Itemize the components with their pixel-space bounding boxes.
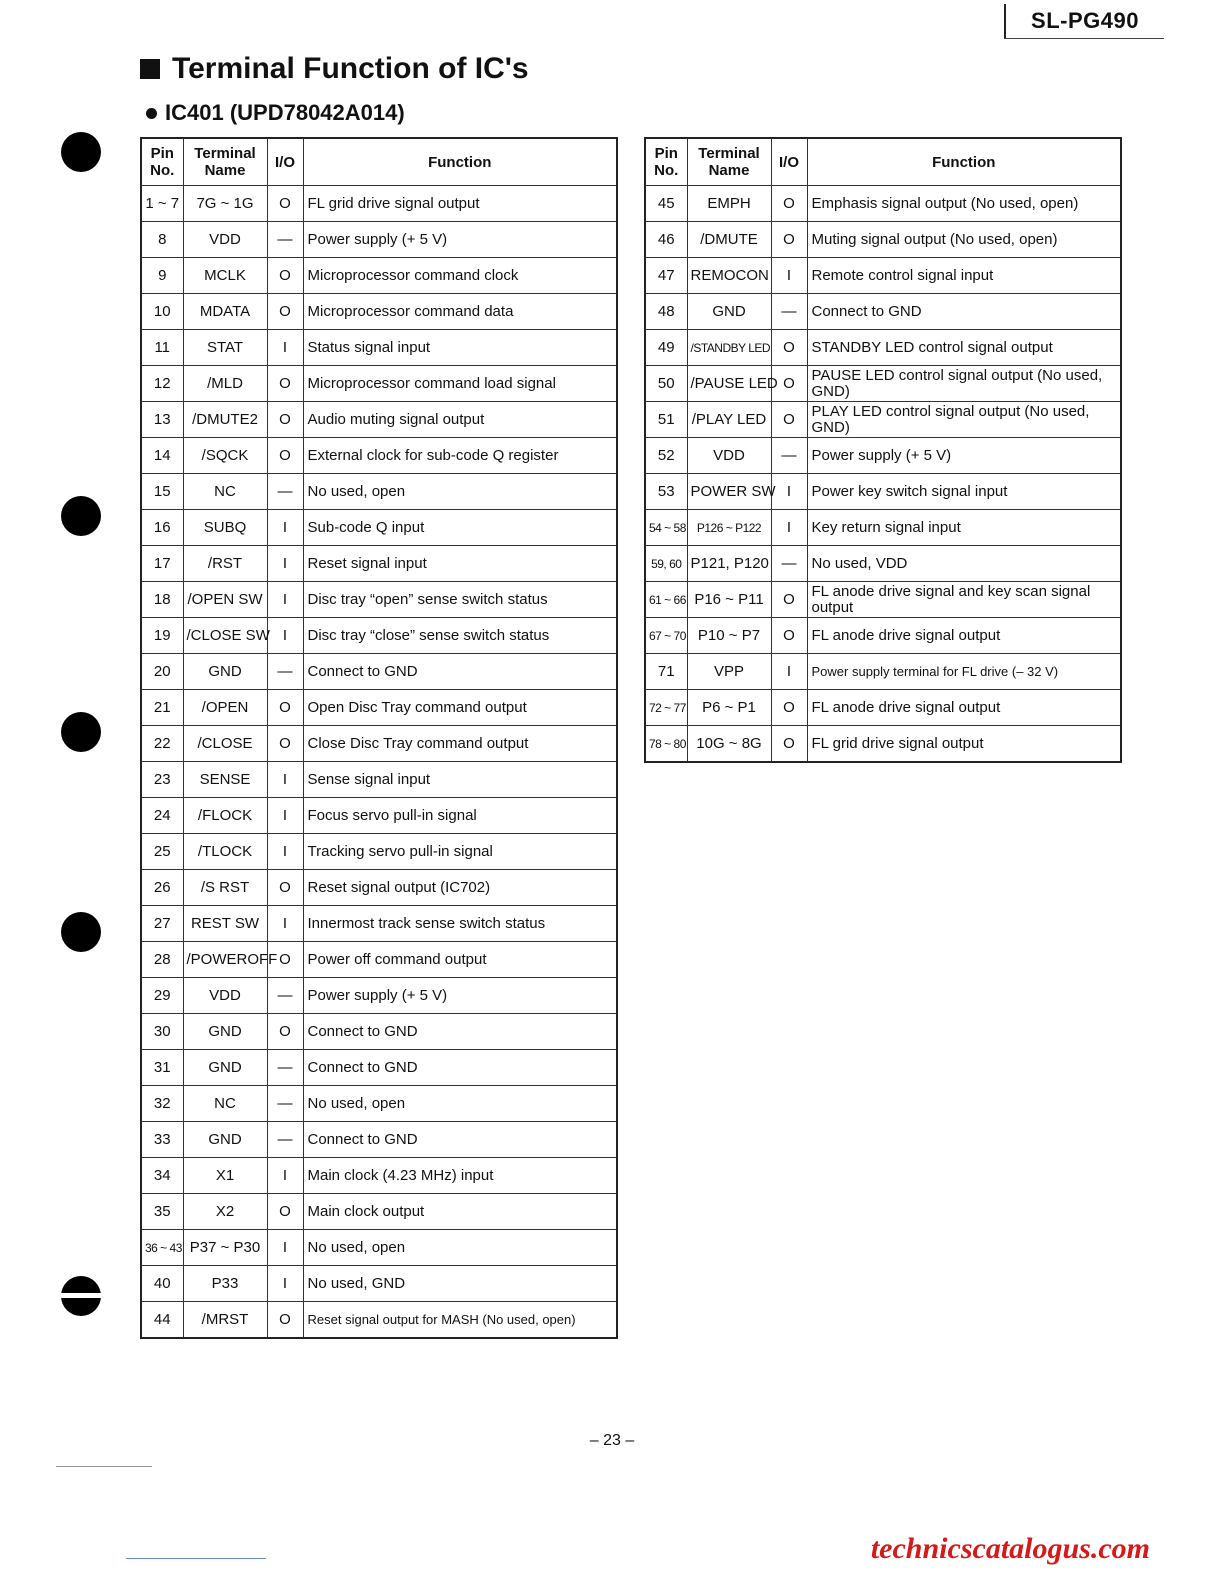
col-header-pin: Pin No.	[141, 138, 183, 186]
terminal-name-cell: /DMUTE	[687, 222, 771, 258]
terminal-name-cell: REMOCON	[687, 258, 771, 294]
function-cell: Muting signal output (No used, open)	[807, 222, 1121, 258]
table-row	[645, 690, 1121, 726]
io-cell: I	[771, 258, 807, 294]
pin-cell: 45	[645, 186, 687, 222]
io-cell: O	[267, 438, 303, 474]
function-cell: Power supply (+ 5 V)	[303, 222, 617, 258]
pin-cell: 30	[141, 1014, 183, 1050]
io-cell: —	[771, 294, 807, 330]
function-cell: No used, open	[303, 1086, 617, 1122]
function-cell: Power key switch signal input	[807, 474, 1121, 510]
io-cell: O	[771, 618, 807, 654]
terminal-name-cell: /MRST	[183, 1302, 267, 1339]
pin-cell: 48	[645, 294, 687, 330]
table-row	[141, 690, 617, 726]
io-cell: I	[267, 330, 303, 366]
io-cell: O	[267, 870, 303, 906]
table-row	[141, 906, 617, 942]
pin-cell: 29	[141, 978, 183, 1014]
terminal-name-cell: /TLOCK	[183, 834, 267, 870]
table-row	[141, 186, 617, 222]
table-row	[141, 438, 617, 474]
binder-hole-icon	[61, 912, 101, 952]
terminal-name-cell: P33	[183, 1266, 267, 1302]
model-header-box	[1004, 4, 1164, 39]
io-cell: —	[267, 474, 303, 510]
table-row	[645, 726, 1121, 763]
table-row	[141, 1302, 617, 1339]
pin-cell: 72 ~ 77	[645, 690, 687, 726]
terminal-name-cell: VDD	[183, 978, 267, 1014]
table-row	[141, 402, 617, 438]
terminal-name-cell: EMPH	[687, 186, 771, 222]
table-row	[141, 726, 617, 762]
table-header-row	[645, 138, 1121, 186]
terminal-name-cell: VDD	[687, 438, 771, 474]
terminal-name-cell: /CLOSE SW	[183, 618, 267, 654]
pin-cell: 50	[645, 366, 687, 402]
function-cell: No used, open	[303, 474, 617, 510]
table-row	[645, 618, 1121, 654]
watermark: technicscatalogus.com	[870, 1532, 1150, 1565]
pin-cell: 52	[645, 438, 687, 474]
function-cell: Reset signal input	[303, 546, 617, 582]
io-cell: —	[267, 978, 303, 1014]
binder-hole-icon	[61, 496, 101, 536]
function-cell: FL grid drive signal output	[303, 186, 617, 222]
col-header-io: I/O	[771, 138, 807, 186]
io-cell: O	[771, 366, 807, 402]
pin-cell: 27	[141, 906, 183, 942]
function-cell: Sense signal input	[303, 762, 617, 798]
pin-cell: 13	[141, 402, 183, 438]
io-cell: I	[267, 546, 303, 582]
function-cell: No used, GND	[303, 1266, 617, 1302]
io-cell: I	[771, 510, 807, 546]
table-row	[141, 330, 617, 366]
terminal-name-cell: MDATA	[183, 294, 267, 330]
pin-cell: 22	[141, 726, 183, 762]
terminal-name-cell: /MLD	[183, 366, 267, 402]
terminal-name-cell: /PLAY LED	[687, 402, 771, 438]
terminal-name-cell: P126 ~ P122	[687, 510, 771, 546]
table-header-row	[141, 138, 617, 186]
terminal-name-cell: /SQCK	[183, 438, 267, 474]
terminal-name-cell: NC	[183, 1086, 267, 1122]
io-cell: O	[267, 942, 303, 978]
terminal-name-cell: VPP	[687, 654, 771, 690]
table-row	[141, 654, 617, 690]
terminal-name-cell: GND	[183, 1014, 267, 1050]
terminal-name-cell: /FLOCK	[183, 798, 267, 834]
io-cell: O	[771, 186, 807, 222]
terminal-name-cell: 7G ~ 1G	[183, 186, 267, 222]
table-row	[141, 1158, 617, 1194]
terminal-name-cell: GND	[183, 1050, 267, 1086]
io-cell: I	[267, 1230, 303, 1266]
round-bullet-icon	[146, 108, 157, 119]
table-row	[141, 1194, 617, 1230]
function-cell: Innermost track sense switch status	[303, 906, 617, 942]
table-row	[141, 474, 617, 510]
col-header-name: Terminal Name	[687, 138, 771, 186]
function-cell: Connect to GND	[303, 1122, 617, 1158]
pin-cell: 71	[645, 654, 687, 690]
table-row	[645, 186, 1121, 222]
col-header-function: Function	[807, 138, 1121, 186]
function-cell: No used, open	[303, 1230, 617, 1266]
terminal-name-cell: X2	[183, 1194, 267, 1230]
terminal-name-cell: /OPEN	[183, 690, 267, 726]
table-row	[141, 1266, 617, 1302]
io-cell: O	[267, 402, 303, 438]
function-cell: Power supply terminal for FL drive (– 32 V)	[807, 654, 1121, 690]
pin-cell: 40	[141, 1266, 183, 1302]
function-cell: Power supply (+ 5 V)	[807, 438, 1121, 474]
pin-cell: 24	[141, 798, 183, 834]
pin-cell: 14	[141, 438, 183, 474]
terminal-table-left	[140, 137, 618, 1339]
function-cell: Microprocessor command clock	[303, 258, 617, 294]
function-cell: Reset signal output for MASH (No used, open)	[303, 1302, 617, 1339]
io-cell: O	[267, 726, 303, 762]
function-cell: Focus servo pull-in signal	[303, 798, 617, 834]
table-row	[141, 222, 617, 258]
pin-cell: 18	[141, 582, 183, 618]
table-row	[141, 942, 617, 978]
function-cell: Open Disc Tray command output	[303, 690, 617, 726]
io-cell: O	[267, 690, 303, 726]
pin-cell: 49	[645, 330, 687, 366]
table-row	[645, 438, 1121, 474]
binder-hole-icon	[61, 1276, 101, 1316]
terminal-name-cell: P6 ~ P1	[687, 690, 771, 726]
pin-cell: 54 ~ 58	[645, 510, 687, 546]
pin-cell: 67 ~ 70	[645, 618, 687, 654]
pin-cell: 1 ~ 7	[141, 186, 183, 222]
page-title-text: Terminal Function of IC's	[172, 52, 529, 85]
function-cell: Connect to GND	[807, 294, 1121, 330]
table-row	[645, 654, 1121, 690]
io-cell: O	[771, 726, 807, 763]
pin-cell: 12	[141, 366, 183, 402]
table-row	[141, 294, 617, 330]
table-row	[645, 582, 1121, 618]
pin-cell: 46	[645, 222, 687, 258]
terminal-name-cell: GND	[183, 1122, 267, 1158]
col-header-pin: Pin No.	[645, 138, 687, 186]
io-cell: —	[267, 222, 303, 258]
table-row	[141, 1122, 617, 1158]
function-cell: Close Disc Tray command output	[303, 726, 617, 762]
table-row	[141, 366, 617, 402]
function-cell: Disc tray “close” sense switch status	[303, 618, 617, 654]
pin-cell: 25	[141, 834, 183, 870]
table-row	[645, 402, 1121, 438]
function-cell: Connect to GND	[303, 1014, 617, 1050]
function-cell: PLAY LED control signal output (No used, GND)	[807, 402, 1121, 438]
pin-cell: 21	[141, 690, 183, 726]
scan-line	[126, 1558, 266, 1559]
col-header-name: Terminal Name	[183, 138, 267, 186]
function-cell: Reset signal output (IC702)	[303, 870, 617, 906]
io-cell: I	[267, 618, 303, 654]
io-cell: O	[771, 222, 807, 258]
pin-cell: 15	[141, 474, 183, 510]
io-cell: O	[771, 690, 807, 726]
io-cell: O	[267, 294, 303, 330]
pin-cell: 59, 60	[645, 546, 687, 582]
io-cell: O	[267, 1194, 303, 1230]
pin-cell: 10	[141, 294, 183, 330]
pin-cell: 20	[141, 654, 183, 690]
table-row	[645, 546, 1121, 582]
table-row	[141, 870, 617, 906]
terminal-name-cell: POWER SW	[687, 474, 771, 510]
terminal-name-cell: STAT	[183, 330, 267, 366]
terminal-name-cell: NC	[183, 474, 267, 510]
table-row	[141, 1014, 617, 1050]
terminal-name-cell: GND	[687, 294, 771, 330]
pin-cell: 32	[141, 1086, 183, 1122]
pin-cell: 51	[645, 402, 687, 438]
table-row	[141, 546, 617, 582]
pin-cell: 11	[141, 330, 183, 366]
io-cell: O	[771, 582, 807, 618]
function-cell: No used, VDD	[807, 546, 1121, 582]
terminal-name-cell: REST SW	[183, 906, 267, 942]
function-cell: Power supply (+ 5 V)	[303, 978, 617, 1014]
table-row	[141, 762, 617, 798]
terminal-name-cell: SENSE	[183, 762, 267, 798]
terminal-name-cell: GND	[183, 654, 267, 690]
table-row	[141, 798, 617, 834]
terminal-name-cell: P16 ~ P11	[687, 582, 771, 618]
io-cell: O	[267, 186, 303, 222]
io-cell: I	[267, 1266, 303, 1302]
io-cell: I	[267, 798, 303, 834]
io-cell: —	[267, 654, 303, 690]
terminal-name-cell: P121, P120	[687, 546, 771, 582]
pin-cell: 17	[141, 546, 183, 582]
pin-cell: 23	[141, 762, 183, 798]
pin-cell: 53	[645, 474, 687, 510]
function-cell: Status signal input	[303, 330, 617, 366]
pin-cell: 34	[141, 1158, 183, 1194]
function-cell: FL anode drive signal output	[807, 690, 1121, 726]
function-cell: External clock for sub-code Q register	[303, 438, 617, 474]
terminal-name-cell: VDD	[183, 222, 267, 258]
table-row	[645, 366, 1121, 402]
function-cell: Tracking servo pull-in signal	[303, 834, 617, 870]
terminal-name-cell: /PAUSE LED	[687, 366, 771, 402]
scan-line	[56, 1466, 152, 1467]
terminal-name-cell: MCLK	[183, 258, 267, 294]
pin-cell: 78 ~ 80	[645, 726, 687, 763]
function-cell: Key return signal input	[807, 510, 1121, 546]
table-row	[141, 978, 617, 1014]
terminal-name-cell: /RST	[183, 546, 267, 582]
function-cell: FL anode drive signal output	[807, 618, 1121, 654]
function-cell: Connect to GND	[303, 654, 617, 690]
io-cell: —	[267, 1122, 303, 1158]
io-cell: I	[267, 906, 303, 942]
pin-cell: 35	[141, 1194, 183, 1230]
terminal-name-cell: /DMUTE2	[183, 402, 267, 438]
function-cell: Main clock output	[303, 1194, 617, 1230]
function-cell: Audio muting signal output	[303, 402, 617, 438]
pin-cell: 33	[141, 1122, 183, 1158]
function-cell: Main clock (4.23 MHz) input	[303, 1158, 617, 1194]
function-cell: Microprocessor command load signal	[303, 366, 617, 402]
pin-cell: 61 ~ 66	[645, 582, 687, 618]
io-cell: O	[771, 330, 807, 366]
square-bullet-icon	[140, 59, 160, 79]
pin-cell: 8	[141, 222, 183, 258]
terminal-name-cell: SUBQ	[183, 510, 267, 546]
pin-cell: 19	[141, 618, 183, 654]
table-row	[141, 510, 617, 546]
io-cell: —	[771, 438, 807, 474]
ic-subtitle	[146, 100, 405, 126]
pin-cell: 28	[141, 942, 183, 978]
table-row	[645, 222, 1121, 258]
terminal-table-right	[644, 137, 1122, 763]
table-row	[645, 258, 1121, 294]
function-cell: Sub-code Q input	[303, 510, 617, 546]
pin-cell: 31	[141, 1050, 183, 1086]
function-cell: STANDBY LED control signal output	[807, 330, 1121, 366]
table-row	[645, 330, 1121, 366]
table-row	[141, 834, 617, 870]
pin-cell: 16	[141, 510, 183, 546]
table-row	[141, 258, 617, 294]
terminal-name-cell: X1	[183, 1158, 267, 1194]
io-cell: I	[771, 474, 807, 510]
io-cell: —	[771, 546, 807, 582]
terminal-name-cell: P10 ~ P7	[687, 618, 771, 654]
function-cell: PAUSE LED control signal output (No used, GND)	[807, 366, 1121, 402]
function-cell: Connect to GND	[303, 1050, 617, 1086]
table-row	[645, 294, 1121, 330]
function-cell: Power off command output	[303, 942, 617, 978]
io-cell: O	[771, 402, 807, 438]
binder-hole-icon	[61, 132, 101, 172]
io-cell: —	[267, 1086, 303, 1122]
terminal-name-cell: /STANDBY LED	[687, 330, 771, 366]
page-number: – 23 –	[589, 1432, 635, 1449]
table-row	[141, 1086, 617, 1122]
io-cell: I	[267, 510, 303, 546]
model-number: SL-PG490	[1031, 8, 1139, 33]
pin-cell: 47	[645, 258, 687, 294]
function-cell: FL grid drive signal output	[807, 726, 1121, 763]
io-cell: O	[267, 366, 303, 402]
table-row	[645, 474, 1121, 510]
ic-subtitle-text: IC401 (UPD78042A014)	[165, 100, 405, 125]
function-cell: Disc tray “open” sense switch status	[303, 582, 617, 618]
binder-hole-icon	[61, 712, 101, 752]
io-cell: I	[267, 1158, 303, 1194]
function-cell: Remote control signal input	[807, 258, 1121, 294]
io-cell: O	[267, 258, 303, 294]
function-cell: Microprocessor command data	[303, 294, 617, 330]
table-row	[141, 582, 617, 618]
terminal-name-cell: /S RST	[183, 870, 267, 906]
table-row	[141, 1230, 617, 1266]
pin-cell: 9	[141, 258, 183, 294]
pin-cell: 44	[141, 1302, 183, 1339]
io-cell: O	[267, 1014, 303, 1050]
io-cell: I	[267, 582, 303, 618]
terminal-name-cell: /OPEN SW	[183, 582, 267, 618]
io-cell: I	[267, 762, 303, 798]
page-title	[140, 52, 529, 86]
table-row	[645, 510, 1121, 546]
function-cell: FL anode drive signal and key scan signal output	[807, 582, 1121, 618]
terminal-name-cell: 10G ~ 8G	[687, 726, 771, 763]
io-cell: I	[771, 654, 807, 690]
col-header-io: I/O	[267, 138, 303, 186]
terminal-name-cell: P37 ~ P30	[183, 1230, 267, 1266]
io-cell: —	[267, 1050, 303, 1086]
table-row	[141, 1050, 617, 1086]
table-row	[141, 618, 617, 654]
function-cell: Emphasis signal output (No used, open)	[807, 186, 1121, 222]
terminal-name-cell: /CLOSE	[183, 726, 267, 762]
io-cell: I	[267, 834, 303, 870]
io-cell: O	[267, 1302, 303, 1339]
pin-cell: 36 ~ 43	[141, 1230, 183, 1266]
col-header-function: Function	[303, 138, 617, 186]
pin-cell: 26	[141, 870, 183, 906]
terminal-name-cell: /POWEROFF	[183, 942, 267, 978]
